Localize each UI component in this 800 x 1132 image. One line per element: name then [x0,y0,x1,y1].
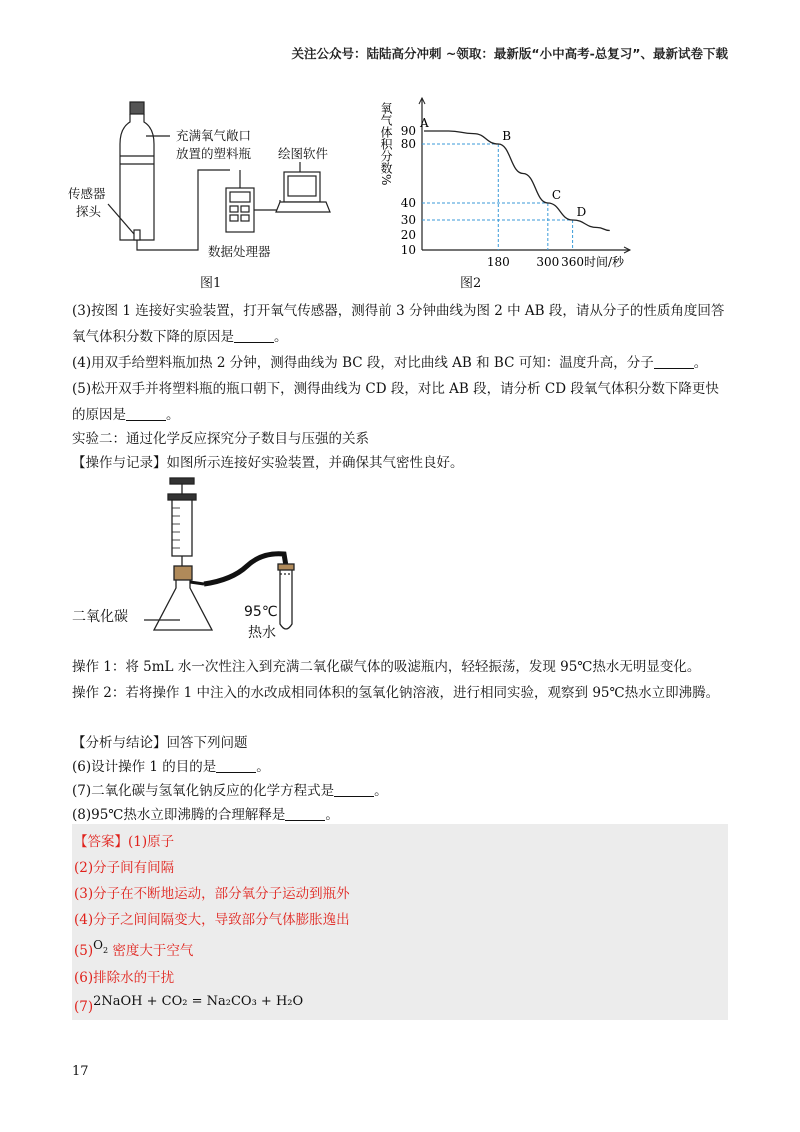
operation-1: 操作 1：将 5mL 水一次性注入到充满二氧化碳气体的吸滤瓶内，轻轻振荡，发现 95℃热水无明显变化。 [72,659,701,675]
y-tick-label: 80 [400,137,416,151]
figure-1-apparatus [68,100,348,294]
answer-2: (2)分子间有间隔 [74,860,175,876]
bottle-label-1: 充满氧气敞口 [176,128,252,143]
sensor-label-1: 传感器 [68,186,106,201]
question-7-end: 。 [374,783,388,799]
operation-2: 操作 2：若将操作 1 中注入的水改成相同体积的氢氧化钠溶液，进行相同实验，观察到 95℃热水立即沸腾。 [72,685,720,701]
operation-record: 【操作与记录】如图所示连接好实验装置，并确保其气密性良好。 [72,455,464,471]
y-tick-label: 90 [400,124,416,138]
figure-1-caption: 图1 [200,276,222,291]
point-label-c: C [551,188,562,202]
answer-5-formula: O [93,938,103,952]
point-label-b: B [502,129,512,143]
apparatus-2 [72,470,332,654]
answer-line-1 [74,830,174,850]
x-tick-label: 360 [561,255,585,268]
question-6-end: 。 [256,759,270,775]
x-axis-label: 时间/秒 [583,255,624,268]
answer-5-formula-sub: 2 [102,946,109,955]
question-3-text: (3)按图 1 连接好实验装置，打开氧气传感器，测得前 3 分钟曲线为图 2 中 AB 段，请从分子的性质角度回答氧气体积分数下降的原因是 [72,303,725,345]
water-label: 热水 [248,625,276,641]
y-tick-label: 10 [400,243,416,257]
blank-5[interactable] [126,406,166,421]
answer-3: (3)分子在不断地运动，部分氧分子运动到瓶外 [74,886,350,902]
answer-box [72,824,728,1020]
figure-2-chart [360,88,650,291]
x-tick-label: 180 [486,255,510,268]
answer-6: (6)排除水的干扰 [74,970,175,986]
page-header: 关注公众号：陆陆高分冲刺 ~领取：最新版“小中高考-总复习”、最新试卷下载 [291,46,728,61]
analysis-title: 【分析与结论】回答下列问题 [72,735,248,751]
blank-8[interactable] [285,806,325,821]
question-8-end: 。 [325,807,339,823]
co2-label: 二氧化碳 [72,609,128,625]
question-3 [72,298,732,350]
answer-1: (1)原子 [128,834,175,850]
page-number: 17 [72,1064,89,1079]
question-4 [72,350,732,376]
blank-4[interactable] [654,354,694,369]
y-axis-label: 氧气体积分数% [379,102,393,186]
y-tick-label: 30 [400,213,416,227]
answer-7 [74,994,303,1015]
question-7 [72,778,732,804]
oxygen-chart-svg [360,88,650,268]
question-5-end: 。 [166,407,180,423]
question-5 [72,376,732,428]
question-6 [72,754,732,780]
question-5-text: (5)松开双手并将塑料瓶的瓶口朝下，测得曲线为 CD 段，对比 AB 段，请分析 CD 段氧气体积分数下降更快的原因是 [72,381,719,423]
blank-7[interactable] [334,782,374,797]
processor-label: 数据处理器 [208,244,271,259]
answer-label: 【答案】 [74,834,128,850]
software-label: 绘图软件 [278,146,329,161]
answer-7-equation: 2NaOH + CO₂ = Na₂CO₃ + H₂O [93,994,304,1009]
question-6-text: (6)设计操作 1 的目的是 [72,759,217,775]
bottle-label-2: 放置的塑料瓶 [176,146,252,161]
answer-5 [74,938,193,959]
question-7-text: (7)二氧化碳与氢氧化钠反应的化学方程式是 [72,783,335,799]
temp-label: 95℃ [244,604,278,620]
question-8-text: (8)95℃热水立即沸腾的合理解释是 [72,807,286,823]
question-3-end: 。 [274,329,288,345]
answer-5-text: 密度大于空气 [112,943,194,959]
answer-5-prefix: (5) [74,943,94,959]
question-4-end: 。 [693,355,708,371]
answer-4: (4)分子之间间隔变大，导致部分气体膨胀逸出 [74,912,350,928]
sensor-label-2: 探头 [76,204,102,219]
y-tick-label: 20 [400,228,416,242]
blank-6[interactable] [216,758,256,773]
experiment-2-title: 实验二：通过化学反应探究分子数目与压强的关系 [72,431,369,447]
blank-3[interactable] [234,328,274,343]
answer-7-prefix: (7) [74,999,94,1015]
figure-2-caption: 图2 [460,276,482,291]
y-tick-label: 40 [400,196,416,210]
point-label-d: D [576,205,587,219]
point-label-a: A [420,116,429,130]
x-tick-label: 300 [536,255,560,268]
question-4-text: (4)用双手给塑料瓶加热 2 分钟，测得曲线为 BC 段，对比曲线 AB 和 BC 可知：温度升高，分子 [72,355,654,371]
